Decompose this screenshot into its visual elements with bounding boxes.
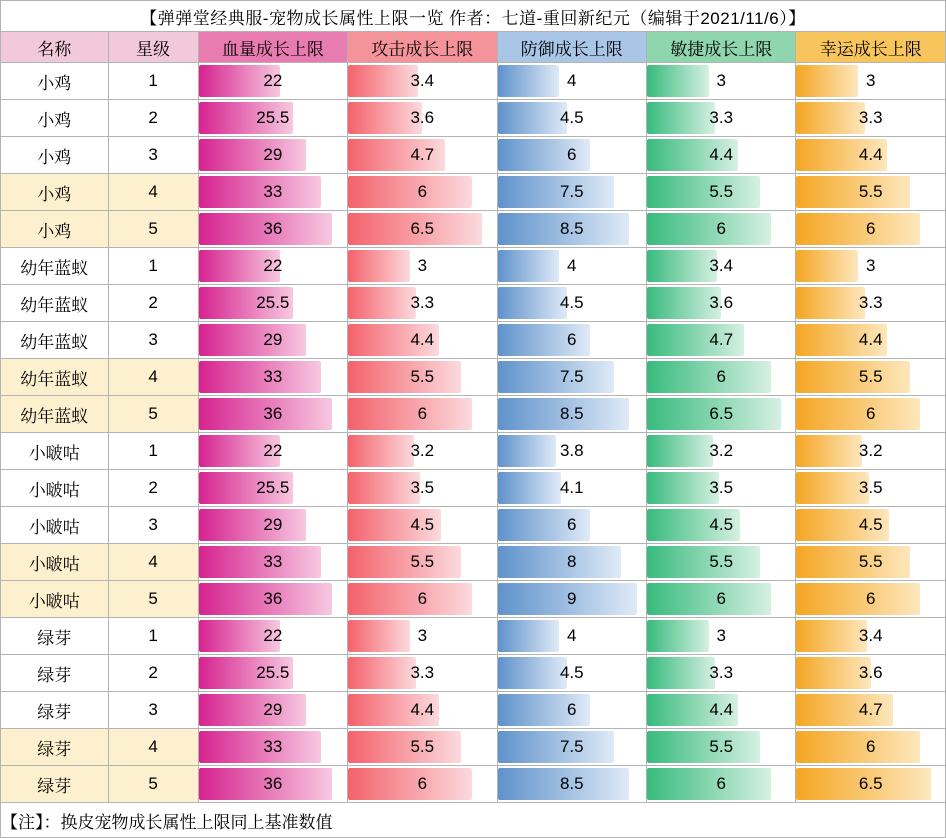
value-def: 8.5 [559,404,584,423]
value-luk: 3.2 [858,441,883,460]
value-luk: 6 [866,589,876,608]
cell-luk [796,618,946,655]
cell-star-level: 2 [108,655,198,692]
value-luk: 3 [866,256,876,275]
table-row [1,766,946,803]
cell-agi [647,729,796,766]
value-agi: 6 [716,589,726,608]
value-atk: 3.2 [410,441,435,460]
cell-atk [348,507,497,544]
value-hp: 36 [263,404,283,423]
value-hp: 22 [263,441,283,460]
value-agi: 6.5 [709,404,734,423]
cell-hp [198,692,347,729]
value-agi: 4.4 [709,700,734,719]
value-atk: 5.5 [410,737,435,756]
table-row [1,581,946,618]
table-row [1,729,946,766]
cell-def [497,433,646,470]
cell-agi [647,692,796,729]
value-luk: 3.3 [858,293,883,312]
value-luk: 4.4 [858,145,883,164]
cell-atk [348,655,497,692]
cell-luk [796,507,946,544]
value-atk: 6 [417,182,428,201]
value-atk: 3 [417,256,428,275]
cell-star-level: 4 [108,174,198,211]
cell-star-level: 5 [108,396,198,433]
value-atk: 3.3 [410,293,435,312]
cell-star-level: 1 [108,618,198,655]
value-agi: 3 [716,71,726,90]
cell-agi [647,544,796,581]
value-hp: 25.5 [256,293,290,312]
cell-def [497,692,646,729]
cell-def [497,359,646,396]
cell-hp [198,211,347,248]
cell-pet-name: 小啵咕 [1,507,109,544]
cell-hp [198,359,347,396]
value-atk: 6 [417,774,428,793]
cell-atk [348,544,497,581]
table-row [1,396,946,433]
cell-def [497,285,646,322]
value-hp: 29 [263,145,283,164]
cell-pet-name: 绿芽 [1,618,109,655]
table-row [1,544,946,581]
cell-pet-name: 小啵咕 [1,433,109,470]
value-luk: 4.5 [858,515,883,534]
value-agi: 3.3 [709,108,734,127]
cell-luk [796,322,946,359]
cell-hp [198,322,347,359]
cell-star-level: 2 [108,470,198,507]
cell-hp [198,137,347,174]
cell-atk [348,396,497,433]
value-agi: 6 [716,774,726,793]
cell-atk [348,322,497,359]
value-atk: 3.3 [410,663,435,682]
value-def: 6 [567,700,577,719]
cell-agi [647,248,796,285]
cell-def [497,248,646,285]
cell-pet-name: 幼年蓝蚁 [1,322,109,359]
cell-pet-name: 幼年蓝蚁 [1,396,109,433]
value-agi: 3.3 [709,663,734,682]
value-def: 6 [567,330,577,349]
cell-star-level: 4 [108,729,198,766]
cell-atk [348,470,497,507]
cell-pet-name: 幼年蓝蚁 [1,248,109,285]
value-def: 3.8 [559,441,584,460]
value-agi: 4.7 [709,330,734,349]
value-luk: 3.6 [858,663,883,682]
table-row [1,248,946,285]
value-atk: 3 [417,626,428,645]
value-atk: 3.4 [410,71,435,90]
cell-def [497,507,646,544]
value-def: 8.5 [559,774,584,793]
cell-star-level: 3 [108,692,198,729]
cell-pet-name: 小鸡 [1,137,109,174]
cell-pet-name: 小啵咕 [1,544,109,581]
value-luk: 4.7 [858,700,883,719]
table-row [1,100,946,137]
value-agi: 5.5 [709,552,734,571]
value-hp: 36 [263,219,283,238]
value-atk: 3.5 [410,478,435,497]
cell-luk [796,211,946,248]
cell-def [497,766,646,803]
value-def: 4.1 [559,478,584,497]
value-hp: 22 [263,71,283,90]
cell-agi [647,581,796,618]
cell-hp [198,655,347,692]
cell-def [497,322,646,359]
value-def: 7.5 [559,737,584,756]
value-def: 8 [567,552,577,571]
value-hp: 29 [263,330,283,349]
value-hp: 33 [263,367,283,386]
cell-star-level: 2 [108,285,198,322]
value-def: 6 [567,145,577,164]
cell-def [497,137,646,174]
cell-pet-name: 小鸡 [1,100,109,137]
value-luk: 3 [866,71,876,90]
cell-luk [796,470,946,507]
cell-def [497,63,646,100]
header-hp: 血量成长上限 [198,32,347,63]
value-hp: 29 [263,700,283,719]
note-text: 【注】：换皮宠物成长属性上限同上基准数值 [1,803,946,838]
cell-pet-name: 小鸡 [1,211,109,248]
value-luk: 6 [866,219,876,238]
cell-atk [348,766,497,803]
value-hp: 33 [263,182,283,201]
value-def: 4.5 [559,108,584,127]
header-star: 星级 [108,32,198,63]
value-hp: 25.5 [256,478,290,497]
cell-agi [647,433,796,470]
cell-hp [198,63,347,100]
value-atk: 3.6 [410,108,435,127]
table-row [1,211,946,248]
table-row [1,137,946,174]
cell-agi [647,63,796,100]
cell-def [497,396,646,433]
cell-agi [647,618,796,655]
cell-atk [348,729,497,766]
value-luk: 3.5 [858,478,883,497]
value-hp: 22 [263,256,283,275]
cell-atk [348,433,497,470]
cell-agi [647,766,796,803]
cell-hp [198,618,347,655]
cell-atk [348,211,497,248]
value-luk: 3.4 [858,626,883,645]
cell-agi [647,655,796,692]
value-hp: 33 [263,737,283,756]
cell-atk [348,174,497,211]
cell-star-level: 5 [108,766,198,803]
value-agi: 6 [716,367,726,386]
cell-luk [796,544,946,581]
cell-luk [796,692,946,729]
cell-def [497,174,646,211]
value-def: 4 [567,256,577,275]
cell-pet-name: 幼年蓝蚁 [1,359,109,396]
value-agi: 5.5 [709,182,734,201]
table-row [1,507,946,544]
cell-luk [796,285,946,322]
cell-star-level: 4 [108,544,198,581]
cell-atk [348,100,497,137]
cell-def [497,729,646,766]
value-atk: 5.5 [410,367,435,386]
value-luk: 5.5 [858,552,883,571]
value-hp: 36 [263,589,283,608]
cell-star-level: 1 [108,63,198,100]
table-row [1,470,946,507]
value-hp: 25.5 [256,108,290,127]
cell-hp [198,544,347,581]
table-row [1,433,946,470]
cell-agi [647,322,796,359]
cell-pet-name: 绿芽 [1,766,109,803]
value-def: 7.5 [559,182,584,201]
cell-agi [647,211,796,248]
cell-agi [647,100,796,137]
cell-luk [796,100,946,137]
value-atk: 6 [417,404,428,423]
value-hp: 22 [263,626,283,645]
cell-hp [198,396,347,433]
value-luk: 6 [866,737,876,756]
cell-luk [796,248,946,285]
cell-hp [198,766,347,803]
value-luk: 5.5 [858,367,883,386]
cell-star-level: 5 [108,581,198,618]
cell-star-level: 1 [108,433,198,470]
cell-hp [198,470,347,507]
table-row [1,285,946,322]
cell-def [497,544,646,581]
value-agi: 3.5 [709,478,734,497]
value-luk: 4.4 [858,330,883,349]
cell-pet-name: 绿芽 [1,692,109,729]
cell-star-level: 3 [108,322,198,359]
cell-hp [198,581,347,618]
cell-def [497,655,646,692]
value-atk: 4.4 [410,700,435,719]
value-agi: 5.5 [709,737,734,756]
cell-def [497,100,646,137]
cell-hp [198,433,347,470]
header-luk: 幸运成长上限 [796,32,946,63]
cell-luk [796,433,946,470]
cell-atk [348,285,497,322]
cell-luk [796,174,946,211]
cell-pet-name: 小鸡 [1,174,109,211]
cell-hp [198,729,347,766]
title-row [1,1,946,32]
header-atk: 攻击成长上限 [348,32,497,63]
cell-agi [647,137,796,174]
cell-agi [647,359,796,396]
table-row [1,655,946,692]
cell-atk [348,359,497,396]
cell-luk [796,359,946,396]
value-def: 6 [567,515,577,534]
cell-luk [796,396,946,433]
value-agi: 3.6 [709,293,734,312]
value-atk: 6 [417,589,428,608]
value-hp: 33 [263,552,283,571]
cell-pet-name: 绿芽 [1,729,109,766]
value-def: 4 [567,71,577,90]
value-hp: 36 [263,774,283,793]
value-luk: 6.5 [858,774,883,793]
cell-atk [348,248,497,285]
table-row [1,322,946,359]
page-title: 【弹弹堂经典服-宠物成长属性上限一览 作者：七道-重回新纪元（编辑于2021/11/6）】 [1,1,946,32]
cell-atk [348,137,497,174]
table-row [1,618,946,655]
value-atk: 4.4 [410,330,435,349]
cell-luk [796,581,946,618]
header-agi: 敏捷成长上限 [647,32,796,63]
cell-pet-name: 小鸡 [1,63,109,100]
note-row [1,803,946,838]
cell-def [497,581,646,618]
cell-star-level: 2 [108,100,198,137]
cell-star-level: 5 [108,211,198,248]
header-def: 防御成长上限 [497,32,646,63]
cell-hp [198,285,347,322]
cell-agi [647,174,796,211]
cell-def [497,211,646,248]
cell-pet-name: 幼年蓝蚁 [1,285,109,322]
value-atk: 5.5 [410,552,435,571]
value-hp: 25.5 [256,663,290,682]
cell-luk [796,655,946,692]
value-agi: 6 [716,219,726,238]
cell-luk [796,63,946,100]
cell-luk [796,766,946,803]
value-agi: 4.4 [709,145,734,164]
value-luk: 6 [866,404,876,423]
cell-atk [348,581,497,618]
value-def: 4.5 [559,293,584,312]
value-agi: 3 [716,626,726,645]
cell-agi [647,470,796,507]
cell-star-level: 3 [108,137,198,174]
cell-def [497,618,646,655]
cell-pet-name: 绿芽 [1,655,109,692]
value-luk: 3.3 [858,108,883,127]
cell-agi [647,285,796,322]
cell-hp [198,174,347,211]
value-agi: 3.2 [709,441,734,460]
value-luk: 5.5 [858,182,883,201]
table-row [1,692,946,729]
cell-star-level: 3 [108,507,198,544]
cell-atk [348,692,497,729]
cell-def [497,470,646,507]
cell-atk [348,618,497,655]
cell-star-level: 4 [108,359,198,396]
cell-star-level: 1 [108,248,198,285]
value-atk: 4.5 [410,515,435,534]
value-def: 8.5 [559,219,584,238]
value-def: 4 [567,626,577,645]
table-row [1,359,946,396]
header-name: 名称 [1,32,109,63]
table-row [1,63,946,100]
cell-agi [647,396,796,433]
cell-luk [796,137,946,174]
value-agi: 3.4 [709,256,734,275]
value-atk: 4.7 [410,145,435,164]
value-hp: 29 [263,515,283,534]
value-atk: 6.5 [410,219,435,238]
cell-pet-name: 小啵咕 [1,470,109,507]
cell-atk [348,63,497,100]
value-def: 7.5 [559,367,584,386]
header-row [1,32,946,63]
table-row [1,174,946,211]
value-def: 9 [567,589,577,608]
cell-hp [198,507,347,544]
value-def: 4.5 [559,663,584,682]
cell-luk [796,729,946,766]
value-agi: 4.5 [709,515,734,534]
cell-hp [198,248,347,285]
cell-hp [198,100,347,137]
cell-pet-name: 小啵咕 [1,581,109,618]
cell-agi [647,507,796,544]
